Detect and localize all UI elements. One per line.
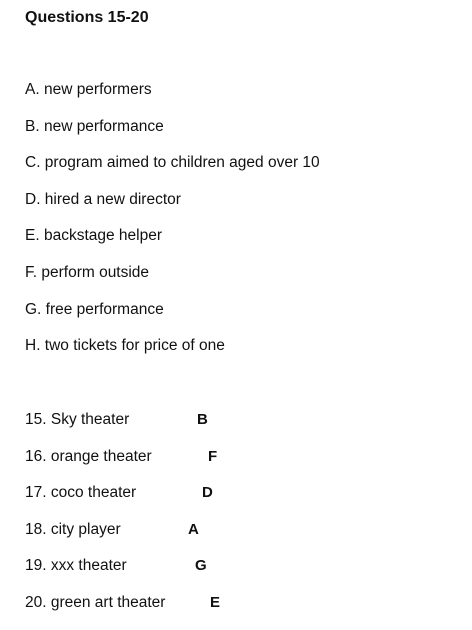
question-label: 15. Sky theater xyxy=(25,411,130,428)
options-list xyxy=(25,80,320,373)
page-title: Questions 15-20 xyxy=(25,9,149,26)
option-f: F. perform outside xyxy=(25,263,150,281)
answer-letter: F xyxy=(208,447,218,465)
option-g: G. free performance xyxy=(25,300,164,318)
answer-letter: D xyxy=(202,484,213,502)
question-label: 16. orange theater xyxy=(25,447,152,465)
option-d: D. hired a new director xyxy=(25,190,181,208)
option-e: E. backstage helper xyxy=(25,227,163,245)
answer-letter: E xyxy=(210,593,221,611)
answer-letter: B xyxy=(197,411,208,428)
question-label: 20. green art theater xyxy=(25,593,166,611)
option-a: A. new performers xyxy=(25,81,152,98)
answer-letter: A xyxy=(188,520,199,538)
option-b: B. new performance xyxy=(25,117,164,135)
option-h: H. two tickets for price of one xyxy=(25,337,225,355)
answer-letter: G xyxy=(195,557,207,575)
option-c: C. program aimed to children aged over 10 xyxy=(25,154,320,172)
question-label: 18. city player xyxy=(25,520,121,538)
question-label: 19. xxx theater xyxy=(25,557,127,575)
question-label: 17. coco theater xyxy=(25,484,137,502)
